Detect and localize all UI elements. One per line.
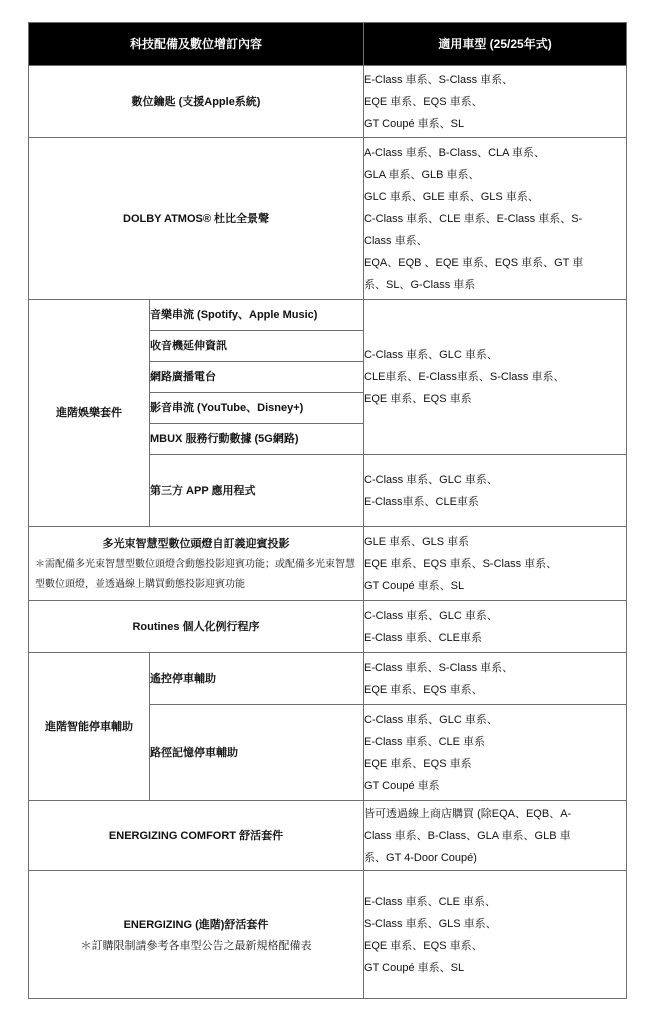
model-line: C-Class 車系、CLE 車系、E-Class 車系、S- (364, 212, 583, 225)
table-row (29, 653, 627, 705)
model-line: C-Class 車系、GLC 車系、 (364, 609, 498, 622)
model-line: EQE 車系、EQS 車系 (364, 757, 472, 770)
model-line: Class 車系、 (364, 234, 428, 247)
models-comfort (364, 801, 627, 871)
table-row (29, 801, 627, 871)
model-line: GLE 車系、GLS 車系 (364, 535, 470, 548)
feature-energizing-title: ENERGIZING (進階)舒活套件 (123, 918, 269, 931)
sub-mbux-data: MBUX 服務行動數據 (5G網路) (150, 424, 364, 455)
feature-headlight (29, 527, 364, 601)
models-infotainment (364, 300, 627, 455)
model-line: E-Class 車系、CLE 車系、 (364, 895, 497, 908)
model-line: GLC 車系、GLE 車系、GLS 車系、 (364, 190, 539, 203)
feature-headlight-note: ＊需配備多光束智慧型數位頭燈含動態投影迎賓功能；或配備多光束智慧型數位頭燈，並透過線上購買動態投影迎賓功能 (35, 558, 355, 590)
group-parking: 進階智能停車輔助 (29, 653, 150, 801)
model-line: GLA 車系、GLB 車系、 (364, 168, 480, 181)
model-line: EQE 車系、EQS 車系、 (364, 939, 483, 952)
models-energizing (364, 871, 627, 999)
feature-headlight-title: 多光束智慧型數位頭燈自訂義迎賓投影 (102, 537, 290, 550)
model-line: CLE車系、E-Class車系、S-Class 車系、 (364, 371, 565, 383)
sub-third-party-app: 第三方 APP 應用程式 (150, 455, 364, 527)
table-header-row (29, 23, 627, 66)
feature-digital-key: 數位鑰匙 (支援Apple系統) (29, 66, 364, 138)
model-line: Class 車系、B-Class、GLA 車系、GLB 車 (364, 829, 571, 842)
model-line: 系、SL、G-Class 車系 (364, 278, 476, 291)
model-line: 系、GT 4-Door Coupé) (364, 851, 477, 864)
header-models: 適用車型 (25/25年式) (364, 23, 627, 66)
model-line: EQE 車系、EQS 車系 (364, 393, 472, 405)
models-routines (364, 601, 627, 653)
table-row (29, 871, 627, 999)
sub-remote-parking: 遙控停車輔助 (150, 653, 364, 705)
sub-memory-parking: 路徑記憶停車輔助 (150, 705, 364, 801)
model-line: C-Class 車系、GLC 車系、 (364, 713, 498, 726)
model-line: EQE 車系、EQS 車系、S-Class 車系、 (364, 557, 558, 570)
feature-dolby: DOLBY ATMOS® 杜比全景聲 (29, 138, 364, 300)
model-line: E-Class車系、CLE車系 (364, 495, 479, 508)
feature-energizing-note: ＊訂購限制請參考各車型公告之最新規格配備表 (80, 939, 312, 952)
group-infotainment: 進階娛樂套件 (29, 300, 150, 527)
spec-table (28, 22, 627, 999)
model-line: GT Coupé 車系、SL (364, 117, 465, 130)
models-headlight (364, 527, 627, 601)
model-line: EQE 車系、EQS 車系、 (364, 95, 483, 108)
model-line: GT Coupé 車系、SL (364, 961, 465, 974)
header-feature: 科技配備及數位增訂內容 (29, 23, 364, 66)
sub-internet-radio: 網路廣播電台 (150, 362, 364, 393)
table-row (29, 138, 627, 300)
model-line: EQE 車系、EQS 車系、 (364, 683, 483, 696)
sub-radio-info: 收音機延伸資訊 (150, 331, 364, 362)
model-line: GT Coupé 車系、SL (364, 579, 465, 592)
models-digital-key (364, 66, 627, 138)
feature-routines: Routines 個人化例行程序 (29, 601, 364, 653)
table-row (29, 527, 627, 601)
sub-video-streaming: 影音串流 (YouTube、Disney+) (150, 393, 364, 424)
sub-music-streaming: 音樂串流 (Spotify、Apple Music) (150, 300, 364, 331)
model-line: E-Class 車系、S-Class 車系、 (364, 661, 514, 674)
model-line: E-Class 車系、CLE車系 (364, 631, 482, 644)
feature-energizing (29, 871, 364, 999)
model-line: GT Coupé 車系 (364, 779, 440, 792)
model-line: A-Class 車系、B-Class、CLA 車系、 (364, 146, 545, 159)
model-line: 皆可透過線上商店購買 (除EQA、EQB、A- (364, 807, 572, 820)
models-third-party-app (364, 455, 627, 527)
table-row (29, 66, 627, 138)
feature-comfort: ENERGIZING COMFORT 舒活套件 (29, 801, 364, 871)
table-row (29, 601, 627, 653)
model-line: E-Class 車系、CLE 車系 (364, 735, 486, 748)
models-remote-parking (364, 653, 627, 705)
model-line: EQA、EQB 、EQE 車系、EQS 車系、GT 車 (364, 256, 584, 269)
model-line: C-Class 車系、GLC 車系、 (364, 349, 498, 361)
models-dolby (364, 138, 627, 300)
model-line: C-Class 車系、GLC 車系、 (364, 473, 498, 486)
model-line: S-Class 車系、GLS 車系、 (364, 917, 497, 930)
model-line: E-Class 車系、S-Class 車系、 (364, 73, 514, 86)
table-row (29, 300, 627, 331)
models-memory-parking (364, 705, 627, 801)
